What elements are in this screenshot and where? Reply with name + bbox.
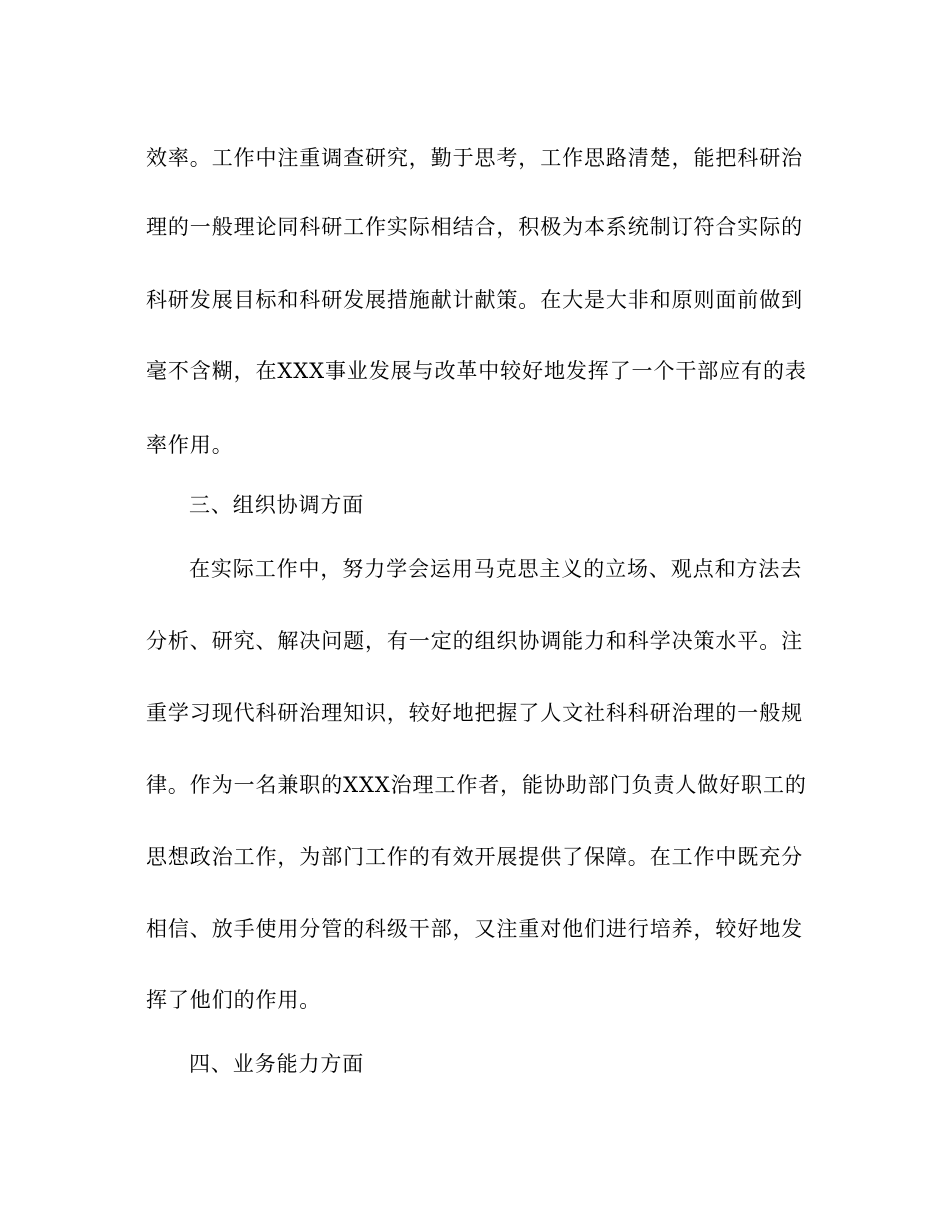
body-text-line: 重学习现代科研治理知识，较好地把握了人文社科科研治理的一般规 — [146, 701, 803, 725]
body-text-line: 挥了他们的作用。 — [146, 988, 322, 1012]
body-text-line: 科研发展目标和科研发展措施献计献策。在大是大非和原则面前做到 — [146, 288, 803, 312]
body-text-line: 相信、放手使用分管的科级干部，又注重对他们进行培养，较好地发 — [146, 917, 803, 941]
body-text-line: 思想政治工作，为部门工作的有效开展提供了保障。在工作中既充分 — [146, 845, 803, 869]
body-text-line: 在实际工作中，努力学会运用马克思主义的立场、观点和方法去 — [189, 557, 803, 581]
section-heading: 三、组织协调方面 — [189, 493, 365, 517]
body-text-line: 律。作为一名兼职的XXX治理工作者，能协助部门负责人做好职工的 — [146, 773, 807, 797]
body-text-line: 毫不含糊，在XXX事业发展与改革中较好地发挥了一个干部应有的表 — [146, 359, 807, 383]
section-heading: 四、业务能力方面 — [189, 1052, 365, 1076]
body-text-line: 理的一般理论同科研工作实际相结合，积极为本系统制订符合实际的 — [146, 215, 803, 239]
body-text-line: 效率。工作中注重调查研究，勤于思考，工作思路清楚，能把科研治 — [146, 146, 803, 170]
body-text-line: 分析、研究、解决问题，有一定的组织协调能力和科学决策水平。注 — [146, 629, 803, 653]
body-text-line: 率作用。 — [146, 433, 234, 457]
